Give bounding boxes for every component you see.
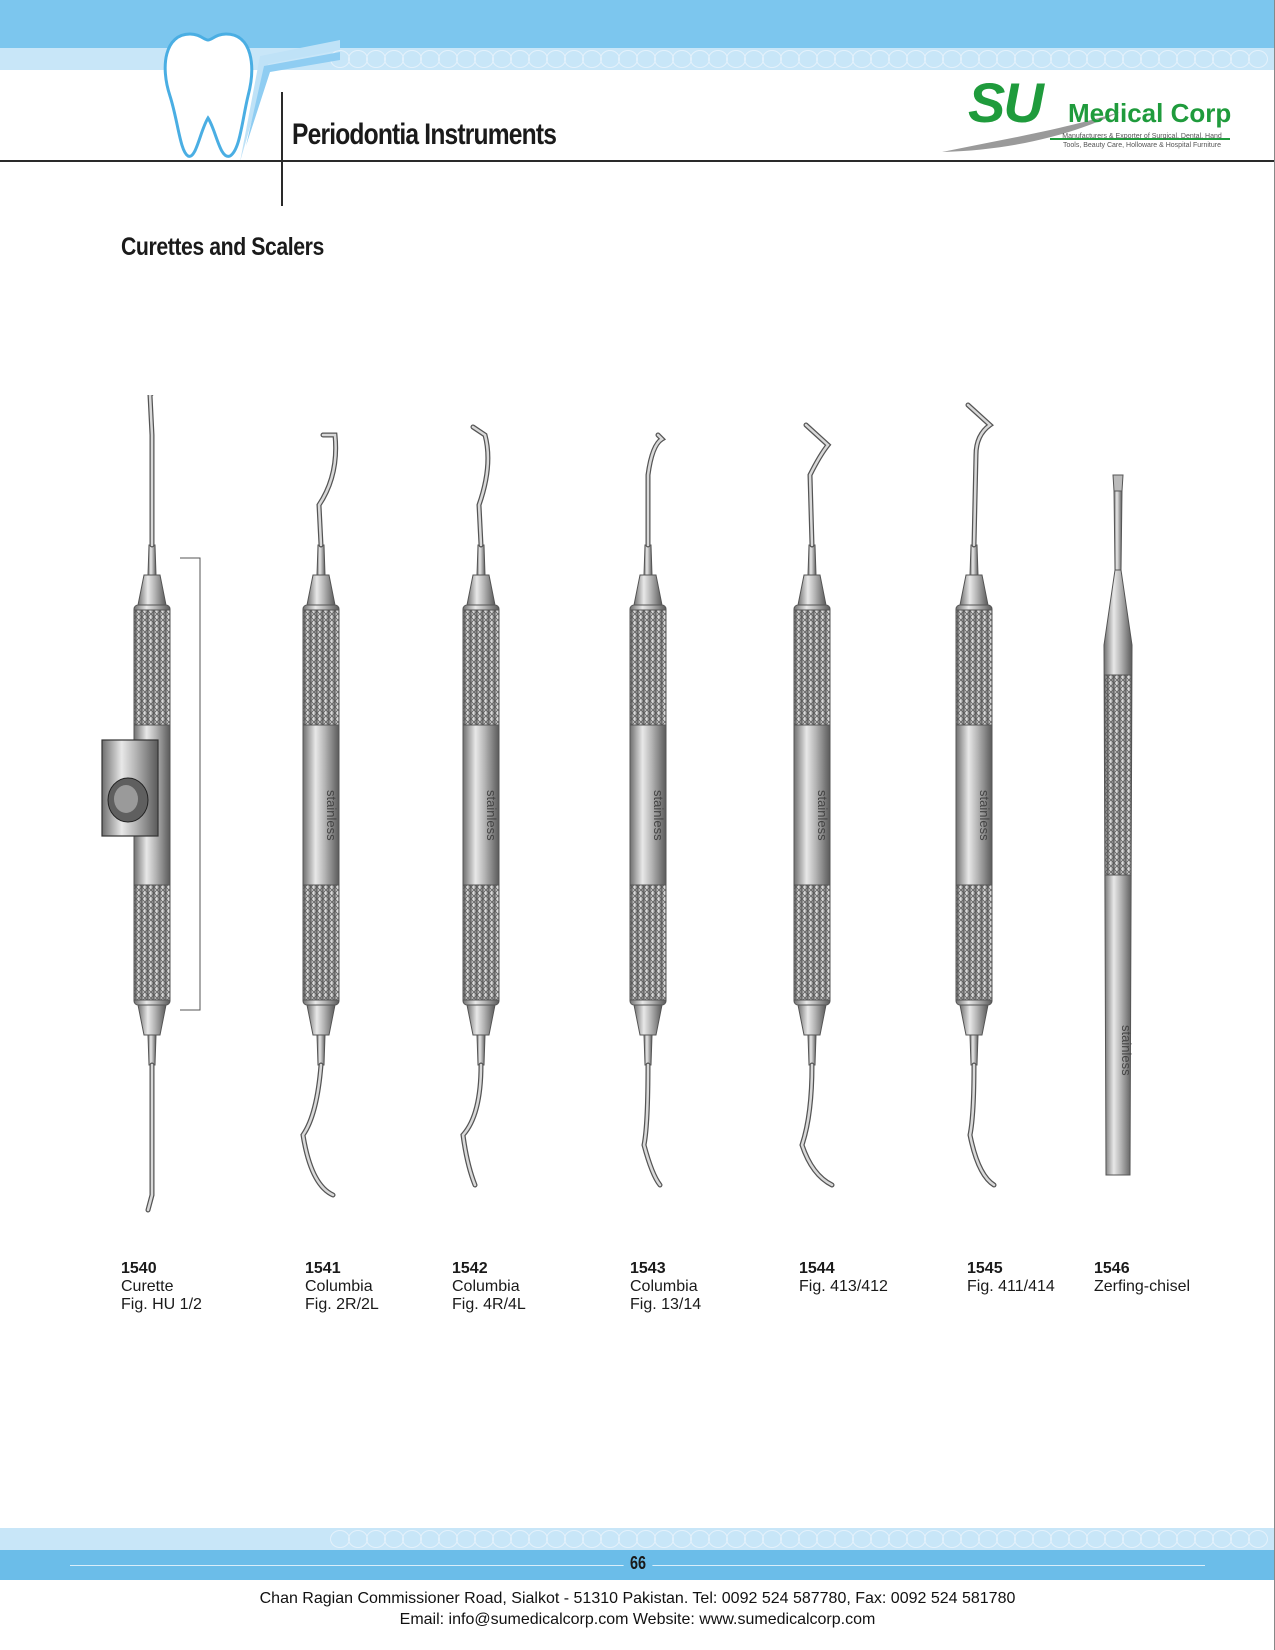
ring-ornament [1212, 50, 1232, 68]
ring-ornament [924, 50, 944, 68]
ring-ornament [654, 1530, 674, 1548]
ring-ornament [996, 1530, 1016, 1548]
ring-ornament [1086, 50, 1106, 68]
ring-ornament [1122, 1530, 1142, 1548]
ring-ornament [1248, 50, 1268, 68]
ring-ornament [852, 50, 872, 68]
ring-ornament [330, 1530, 350, 1548]
ring-ornament [1104, 1530, 1124, 1548]
ring-ornament [492, 1530, 512, 1548]
ring-ornament [816, 1530, 836, 1548]
instrument-body [463, 427, 499, 1185]
product-name: Columbia [452, 1278, 520, 1295]
footer-contact: Email: info@sumedicalcorp.com Website: www.sumedicalcorp.com [399, 1611, 876, 1628]
instrument-body [1104, 475, 1134, 1175]
ring-ornament [744, 50, 764, 68]
ring-ornament [762, 1530, 782, 1548]
ring-ornament [744, 1530, 764, 1548]
ring-ornament [564, 50, 584, 68]
ring-ornament [798, 1530, 818, 1548]
ring-ornament [474, 50, 494, 68]
product-caption-1540 [121, 1260, 202, 1314]
footer-address-block [0, 1588, 1275, 1630]
page-title: Periodontia Instruments [292, 118, 557, 151]
ring-ornament [384, 1530, 404, 1548]
ring-ornament [618, 1530, 638, 1548]
ring-ornament [384, 50, 404, 68]
instrument-1545 [904, 395, 1044, 1255]
instrument-body [956, 405, 994, 1185]
ring-ornament [654, 50, 674, 68]
ring-ornament [402, 1530, 422, 1548]
product-code: 1545 [967, 1260, 1003, 1277]
ring-ornament [618, 50, 638, 68]
ring-ornament [510, 1530, 530, 1548]
ring-ornament [870, 50, 890, 68]
product-caption-1545 [967, 1260, 1055, 1296]
product-code: 1543 [630, 1260, 666, 1277]
instrument-1543 [578, 395, 718, 1255]
product-fig: Fig. 411/414 [967, 1278, 1055, 1295]
instrument-body [303, 435, 339, 1195]
handle-engraving: stainless [1119, 1025, 1134, 1076]
ring-ornament [978, 1530, 998, 1548]
ring-ornament [798, 50, 818, 68]
ring-ornament [672, 50, 692, 68]
ring-ornament [1104, 50, 1124, 68]
ring-ornament [924, 1530, 944, 1548]
ring-ornament [420, 1530, 440, 1548]
ring-ornament [1212, 1530, 1232, 1548]
ring-ornament [420, 50, 440, 68]
ring-ornament [582, 1530, 602, 1548]
ring-ornament [1014, 1530, 1034, 1548]
product-caption-1542 [452, 1260, 526, 1314]
ring-ornament [708, 1530, 728, 1548]
product-code: 1544 [799, 1260, 835, 1277]
product-caption-1544 [799, 1260, 888, 1296]
ring-ornament [726, 1530, 746, 1548]
ring-ornament [834, 1530, 854, 1548]
ring-ornament [348, 1530, 368, 1548]
ring-ornament [600, 1530, 620, 1548]
product-code: 1542 [452, 1260, 488, 1277]
ring-ornament [1140, 50, 1160, 68]
ring-ornament [1050, 50, 1070, 68]
ring-ornament [780, 1530, 800, 1548]
ring-ornament [1032, 1530, 1052, 1548]
ring-ornament [492, 50, 512, 68]
ring-ornament [816, 50, 836, 68]
ring-ornament [1068, 1530, 1088, 1548]
ring-ornament [546, 50, 566, 68]
product-name: Curette [121, 1278, 174, 1295]
product-fig: Fig. 2R/2L [305, 1296, 379, 1313]
ring-ornament [438, 1530, 458, 1548]
ring-ornament [1230, 50, 1250, 68]
instrument-1541 [251, 395, 391, 1255]
brand-tagline: Manufacturers & Exporter of Surgical, Dental, Hand Tools, Beauty Care, Holloware & Hospital Furniture [1062, 133, 1222, 149]
instrument-body [794, 425, 832, 1185]
ring-ornament [1122, 50, 1142, 68]
ring-ornament [600, 50, 620, 68]
handle-engraving: stainless [324, 790, 339, 841]
product-name: Columbia [630, 1278, 698, 1295]
ring-ornament [978, 50, 998, 68]
ring-ornament [852, 1530, 872, 1548]
brand-logo [940, 70, 1240, 160]
ring-ornament [906, 50, 926, 68]
ring-ornament [834, 50, 854, 68]
ring-ornament [528, 50, 548, 68]
ring-ornament [1068, 50, 1088, 68]
ring-ornament [960, 1530, 980, 1548]
ring-ornament [636, 1530, 656, 1548]
instrument-1542 [411, 395, 551, 1255]
ring-ornament [474, 1530, 494, 1548]
page-number: 66 [624, 1553, 653, 1574]
ring-ornament [366, 1530, 386, 1548]
ring-ornament [1140, 1530, 1160, 1548]
ring-ornament [996, 50, 1016, 68]
ring-ornament [888, 1530, 908, 1548]
handle-engraving: stainless [815, 790, 830, 841]
footer-address: Chan Ragian Commissioner Road, Sialkot - 51310 Pakistan. Tel: 0092 524 587780, Fax: 0092 524 581780 [259, 1590, 1016, 1607]
header-divider [281, 92, 283, 206]
ring-ornament [1086, 1530, 1106, 1548]
handle-engraving: stainless [484, 790, 499, 841]
instrument-1544 [742, 395, 882, 1255]
ring-ornament [942, 1530, 962, 1548]
instrument-body [102, 395, 200, 1210]
product-name: Columbia [305, 1278, 373, 1295]
brand-name: Medical Corp [1068, 98, 1232, 128]
section-title: Curettes and Scalers [121, 233, 324, 261]
instrument-1546 [1048, 395, 1188, 1255]
ring-ornament [636, 50, 656, 68]
ring-ornament [870, 1530, 890, 1548]
product-code: 1540 [121, 1260, 157, 1277]
ring-ornament [690, 50, 710, 68]
ring-ornament [1194, 50, 1214, 68]
ring-ornament [438, 50, 458, 68]
ring-ornament [726, 50, 746, 68]
ring-ornament [1194, 1530, 1214, 1548]
ring-ornament [780, 50, 800, 68]
handle-engraving: stainless [977, 790, 992, 841]
instrument-1540 [82, 395, 222, 1255]
footer-ring-pattern [330, 1530, 1275, 1550]
ring-ornament [708, 50, 728, 68]
product-caption-1546 [1094, 1260, 1190, 1296]
ring-ornament [402, 50, 422, 68]
ring-ornament [888, 50, 908, 68]
ring-ornament [942, 50, 962, 68]
ring-ornament [1158, 1530, 1178, 1548]
ring-ornament [366, 50, 386, 68]
product-name: Zerfing-chisel [1094, 1278, 1191, 1295]
product-caption-1543 [630, 1260, 701, 1314]
product-code: 1546 [1094, 1260, 1130, 1277]
header-rule [0, 160, 1275, 162]
ring-ornament [456, 1530, 476, 1548]
product-code: 1541 [305, 1260, 341, 1277]
brand-mark: SU [968, 71, 1042, 134]
product-fig: Fig. 413/412 [799, 1278, 888, 1295]
product-fig: Fig. HU 1/2 [121, 1296, 202, 1313]
ring-ornament [906, 1530, 926, 1548]
ring-ornament [1176, 1530, 1196, 1548]
ring-ornament [1230, 1530, 1250, 1548]
ring-ornament [672, 1530, 692, 1548]
ring-ornament [528, 1530, 548, 1548]
ring-ornament [690, 1530, 710, 1548]
ring-ornament [348, 50, 368, 68]
product-fig: Fig. 13/14 [630, 1296, 702, 1313]
ring-ornament [1014, 50, 1034, 68]
ring-ornament [960, 50, 980, 68]
ring-ornament [510, 50, 530, 68]
ring-ornament [546, 1530, 566, 1548]
ring-ornament [1176, 50, 1196, 68]
ring-ornament [1248, 1530, 1268, 1548]
header-ring-pattern [330, 50, 1275, 70]
ring-ornament [1050, 1530, 1070, 1548]
ring-ornament [564, 1530, 584, 1548]
ring-ornament [1032, 50, 1052, 68]
ring-ornament [762, 50, 782, 68]
product-caption-1541 [305, 1260, 379, 1314]
product-fig: Fig. 4R/4L [452, 1296, 526, 1313]
ring-ornament [582, 50, 602, 68]
handle-engraving: stainless [651, 790, 666, 841]
instrument-body [630, 435, 666, 1185]
ring-ornament [456, 50, 476, 68]
ring-ornament [1158, 50, 1178, 68]
